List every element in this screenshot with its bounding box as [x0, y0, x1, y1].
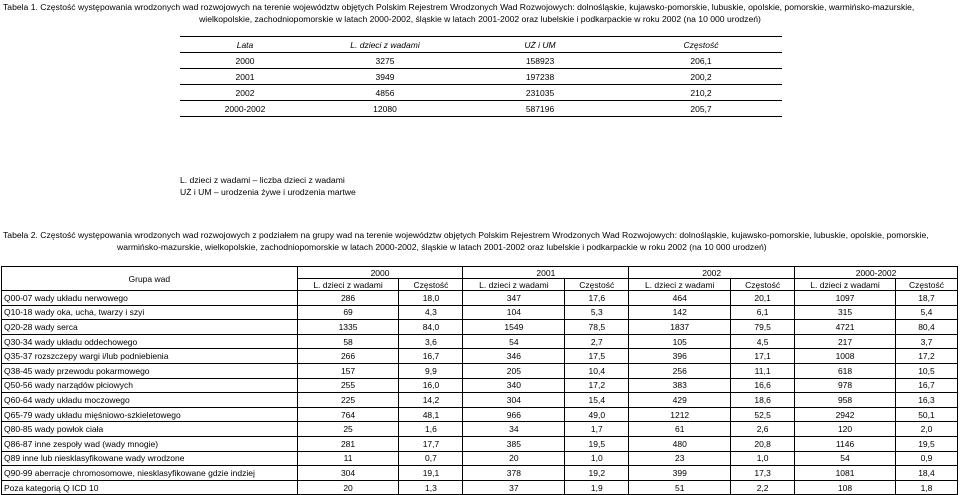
table2-cell: 266	[297, 349, 399, 364]
table2-cell: 10,4	[565, 363, 629, 378]
table2-cell: 1,8	[895, 480, 957, 495]
table2-cell: 120	[795, 422, 896, 437]
table2-cell: 108	[795, 480, 896, 495]
table2-cell: 84,0	[399, 320, 463, 335]
table2-cell: 37	[463, 480, 565, 495]
table1-cell: 200,2	[620, 69, 782, 85]
table2-cell: 378	[463, 466, 565, 481]
table2-cell: 17,5	[565, 349, 629, 364]
table2-body	[2, 291, 958, 495]
table2-cell: 142	[629, 305, 731, 320]
table2-cell: 255	[297, 378, 399, 393]
table2-cell: 1,7	[565, 422, 629, 437]
table1-cell: 197238	[460, 69, 620, 85]
table2-cell: 19,1	[399, 466, 463, 481]
table2-cell: 3,7	[895, 334, 957, 349]
table2-cell: 2942	[795, 407, 896, 422]
defect-group-label: Q38-45 wady przewodu pokarmowego	[2, 363, 298, 378]
table2-cell: 17,1	[731, 349, 795, 364]
table2-cell: 19,5	[565, 436, 629, 451]
table2-cell: 58	[297, 334, 399, 349]
table2-cell: 23	[629, 451, 731, 466]
table1-note: L. dzieci z wadami – liczba dzieci z wadami	[180, 175, 345, 185]
table2-cell: 281	[297, 436, 399, 451]
table2-cell: 5,3	[565, 305, 629, 320]
table-row	[2, 363, 958, 378]
table2-cell: 966	[463, 407, 565, 422]
table2-cell: 6,1	[731, 305, 795, 320]
table-row	[2, 378, 958, 393]
table2-cell: 19,2	[565, 466, 629, 481]
defect-group-label: Q10-18 wady oka, ucha, twarzy i szyi	[2, 305, 298, 320]
table2-cell: 2,7	[565, 334, 629, 349]
table2-cell: 157	[297, 363, 399, 378]
table1-header-cell: L. dzieci z wadami	[310, 37, 460, 53]
table2-cell: 2,2	[731, 480, 795, 495]
table2-cell: 34	[463, 422, 565, 437]
table1-header-cell: Lata	[180, 37, 310, 53]
table2-cell: 16,0	[399, 378, 463, 393]
defect-group-label: Q60-64 wady układu moczowego	[2, 393, 298, 408]
table-row	[2, 305, 958, 320]
table2-cell: 16,3	[895, 393, 957, 408]
table2-cell: 18,4	[895, 466, 957, 481]
table2-cell: 17,6	[565, 291, 629, 306]
table2-subheader: L. dzieci z wadami	[629, 279, 731, 291]
table1-caption	[3, 1, 957, 25]
defect-group-label: Q20-28 wady serca	[2, 320, 298, 335]
table2-cell: 618	[795, 363, 896, 378]
table-row	[2, 291, 958, 306]
table1-notes	[180, 175, 356, 198]
table2-cell: 1335	[297, 320, 399, 335]
table2-cell: 1097	[795, 291, 896, 306]
table1-cell: 2001	[180, 69, 310, 85]
table2-cell: 0,7	[399, 451, 463, 466]
table2-cell: 1,6	[399, 422, 463, 437]
table2-cell: 17,2	[895, 349, 957, 364]
table2-caption-line2: warmińsko-mazurskie, wielkopolskie, zachodniopomorskie w latach 2000-2002, śląskie w latach 2001-2002 oraz lubelskie i podkarpackie w roku 2002 (na 10 000 urodzeń)	[117, 242, 767, 252]
table2-cell: 1837	[629, 320, 731, 335]
table2-cell: 399	[629, 466, 731, 481]
table2-cell: 5,4	[895, 305, 957, 320]
table1-cell: 231035	[460, 85, 620, 101]
table2-year-header: 2000-2002	[795, 267, 958, 279]
table2-cell: 20	[463, 451, 565, 466]
table2-cell: 1081	[795, 466, 896, 481]
table2-cell: 225	[297, 393, 399, 408]
table2-cell: 105	[629, 334, 731, 349]
table1-cell: 2000	[180, 53, 310, 69]
table2-cell: 10,5	[895, 363, 957, 378]
table2-cell: 49,0	[565, 407, 629, 422]
table-row	[2, 480, 958, 495]
table2-subheader: Częstość	[731, 279, 795, 291]
table2-cell: 383	[629, 378, 731, 393]
table2-cell: 51	[629, 480, 731, 495]
table1-cell: 2000-2002	[180, 101, 310, 117]
table2-cell: 4721	[795, 320, 896, 335]
table2-year-header: 2000	[297, 267, 463, 279]
table2-cell: 19,5	[895, 436, 957, 451]
table2-cell: 1549	[463, 320, 565, 335]
table2-cell: 4,3	[399, 305, 463, 320]
table2-cell: 17,3	[731, 466, 795, 481]
table-row	[180, 69, 782, 85]
table2-cell: 1,0	[565, 451, 629, 466]
table2-cell: 16,7	[895, 378, 957, 393]
table2-cell: 396	[629, 349, 731, 364]
table2-cell: 48,1	[399, 407, 463, 422]
table2-cell: 16,7	[399, 349, 463, 364]
table2-cell: 1,0	[731, 451, 795, 466]
defect-group-label: Poza kategorią Q ICD 10	[2, 480, 298, 495]
table2-cell: 11	[297, 451, 399, 466]
table2-cell: 80,4	[895, 320, 957, 335]
table1-caption-line2: wielkopolskie, zachodniopomorskie w latach 2000-2002, śląskie w latach 2001-2002 oraz lubelskie i podkarpackie w roku 2002 (na 10 000 urodzeń)	[199, 14, 761, 24]
table-row	[2, 349, 958, 364]
table2-cell: 9,9	[399, 363, 463, 378]
table2-cell: 1212	[629, 407, 731, 422]
table2-cell: 18,7	[895, 291, 957, 306]
table1-cell: 210,2	[620, 85, 782, 101]
table-row	[180, 85, 782, 101]
table-row	[2, 436, 958, 451]
table2-cell: 315	[795, 305, 896, 320]
table2-cell: 54	[795, 451, 896, 466]
table2-cell: 17,7	[399, 436, 463, 451]
table2-cell: 79,5	[731, 320, 795, 335]
table2-cell: 464	[629, 291, 731, 306]
table2-cell: 340	[463, 378, 565, 393]
table2-cell: 16,6	[731, 378, 795, 393]
table2-subheader: Częstość	[895, 279, 957, 291]
table2-cell: 385	[463, 436, 565, 451]
table1-cell: 158923	[460, 53, 620, 69]
table2-cell: 50,1	[895, 407, 957, 422]
table2-cell: 61	[629, 422, 731, 437]
table1-cell: 4856	[310, 85, 460, 101]
table2-cell: 69	[297, 305, 399, 320]
table2-subheader: Częstość	[399, 279, 463, 291]
defect-group-label: Q35-37 rozszczepy wargi i/lub podniebienia	[2, 349, 298, 364]
table2-cell: 52,5	[731, 407, 795, 422]
table2-group-header: Grupa wad	[2, 267, 298, 291]
table2-cell: 4,5	[731, 334, 795, 349]
table-row	[2, 320, 958, 335]
table2-subheader: L. dzieci z wadami	[795, 279, 896, 291]
table2-cell: 1146	[795, 436, 896, 451]
table2-cell: 304	[463, 393, 565, 408]
table-row	[180, 53, 782, 69]
table2	[1, 266, 958, 495]
table2-cell: 2,0	[895, 422, 957, 437]
table2-cell: 1008	[795, 349, 896, 364]
table2-cell: 20,8	[731, 436, 795, 451]
table2-caption-line1: Tabela 2. Częstość występowania wrodzonych wad rozwojowych z podziałem na grupy wad na terenie województw objętych Polskim Rejestrem Wrodzonych Wad Rozwojowych: dolnośląskie, kujawsko-pomorskie, lubuskie, opolskie, pomorskie,	[3, 230, 929, 240]
table2-cell: 217	[795, 334, 896, 349]
table1-cell: 2002	[180, 85, 310, 101]
table2-cell: 18,0	[399, 291, 463, 306]
defect-group-label: Q80-85 wady powłok ciała	[2, 422, 298, 437]
table2-cell: 346	[463, 349, 565, 364]
table1-cell: 205,7	[620, 101, 782, 117]
table1-cell: 3275	[310, 53, 460, 69]
table2-cell: 958	[795, 393, 896, 408]
table-row	[2, 393, 958, 408]
table2-cell: 0,9	[895, 451, 957, 466]
table2-cell: 347	[463, 291, 565, 306]
table2-cell: 20,1	[731, 291, 795, 306]
table-row	[2, 407, 958, 422]
table2-cell: 1,3	[399, 480, 463, 495]
table-row	[2, 466, 958, 481]
table2-year-row	[2, 267, 958, 279]
table2-cell: 764	[297, 407, 399, 422]
table2-cell: 17,2	[565, 378, 629, 393]
table1-cell: 3949	[310, 69, 460, 85]
table-row	[2, 422, 958, 437]
table1	[180, 36, 782, 117]
table2-cell: 18,6	[731, 393, 795, 408]
table2-cell: 304	[297, 466, 399, 481]
table2-cell: 78,5	[565, 320, 629, 335]
defect-group-label: Q89 inne lub niesklasyfikowane wady wrodzone	[2, 451, 298, 466]
table2-cell: 3,6	[399, 334, 463, 349]
table-row	[180, 101, 782, 117]
table2-subheader: L. dzieci z wadami	[463, 279, 565, 291]
table-row	[2, 451, 958, 466]
table1-header-row	[180, 37, 782, 53]
table1-header-cell: UŻ i UM	[460, 37, 620, 53]
table2-caption	[3, 229, 957, 253]
table1-cell: 12080	[310, 101, 460, 117]
table2-cell: 14,2	[399, 393, 463, 408]
table2-cell: 25	[297, 422, 399, 437]
defect-group-label: Q86-87 inne zespoły wad (wady mnogie)	[2, 436, 298, 451]
table2-cell: 54	[463, 334, 565, 349]
table-row	[2, 334, 958, 349]
table2-cell: 205	[463, 363, 565, 378]
table2-cell: 978	[795, 378, 896, 393]
table1-caption-line1: Tabela 1. Częstość występowania wrodzonych wad rozwojowych na terenie województw objętych Polskim Rejestrem Wrodzonych Wad Rozwojowych: dolnośląskie, kujawsko-pomorskie, lubuskie, opolskie, pomorskie, warmińsko-mazurskie,	[3, 2, 915, 12]
defect-group-label: Q00-07 wady układu nerwowego	[2, 291, 298, 306]
table2-year-header: 2001	[463, 267, 629, 279]
table2-cell: 256	[629, 363, 731, 378]
defect-group-label: Q90-99 aberracje chromosomowe, niesklasyfikowane gdzie indziej	[2, 466, 298, 481]
table2-cell: 2,6	[731, 422, 795, 437]
table2-cell: 11,1	[731, 363, 795, 378]
defect-group-label: Q50-56 wady narządów płciowych	[2, 378, 298, 393]
table2-subheader: L. dzieci z wadami	[297, 279, 399, 291]
table1-header-cell: Częstość	[620, 37, 782, 53]
table2-subheader: Częstość	[565, 279, 629, 291]
table2-cell: 480	[629, 436, 731, 451]
table2-cell: 1,9	[565, 480, 629, 495]
table1-cell: 587196	[460, 101, 620, 117]
defect-group-label: Q65-79 wady układu mięśniowo-szkieletowego	[2, 407, 298, 422]
defect-group-label: Q30-34 wady układu oddechowego	[2, 334, 298, 349]
table2-cell: 429	[629, 393, 731, 408]
table2-cell: 104	[463, 305, 565, 320]
table2-cell: 286	[297, 291, 399, 306]
table2-year-header: 2002	[629, 267, 795, 279]
table1-cell: 206,1	[620, 53, 782, 69]
table2-cell: 20	[297, 480, 399, 495]
table2-cell: 15,4	[565, 393, 629, 408]
table1-note: UŻ i UM – urodzenia żywe i urodzenia martwe	[180, 186, 356, 197]
